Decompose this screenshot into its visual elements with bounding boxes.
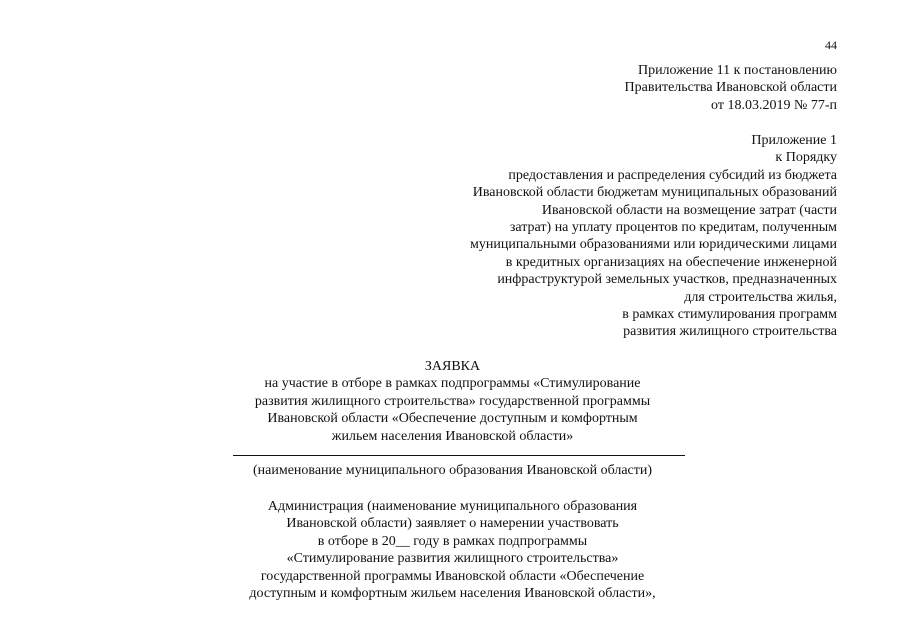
- appendix-1-line: в рамках стимулирования программ: [622, 307, 837, 323]
- appendix-1-line: Ивановской области на возмещение затрат (части: [541, 202, 837, 218]
- appendix-1-line: в кредитных организациях на обеспечение инженерной: [505, 254, 837, 270]
- application-subtitle-line: Ивановской области «Обеспечение доступным и комфортным: [267, 411, 638, 427]
- appendix-1-line: развития жилищного строительства: [623, 324, 837, 340]
- appendix-11-line: от 18.03.2019 № 77-п: [711, 97, 837, 113]
- appendix-11-line: Приложение 11 к постановлению: [637, 63, 837, 78]
- municipality-name-line: [233, 455, 685, 456]
- appendix-1-line: для строительства жилья,: [684, 289, 837, 305]
- appendix-11-line: Правительства Ивановской области: [624, 80, 837, 96]
- appendix-1-line: муниципальными образованиями или юридическими лицами: [469, 237, 837, 253]
- application-subtitle-line: на участие в отборе в рамках подпрограммы «Стимулирование: [264, 376, 641, 392]
- appendix-1-line: Ивановской области бюджетам муниципальных образований: [472, 185, 837, 201]
- application-body: [0, 498, 905, 602]
- body-line: в отборе в 20__ году в рамках подпрограммы: [317, 533, 588, 549]
- appendix-1-line: Приложение 1: [751, 133, 837, 148]
- application-subtitle-line: жильем населения Ивановской области»: [331, 428, 574, 444]
- body-line: «Стимулирование развития жилищного строительства»: [286, 551, 619, 567]
- page-number: 44: [825, 38, 837, 52]
- appendix-1-line: к Порядку: [775, 150, 837, 166]
- body-line: Ивановской области) заявляет о намерении участвовать: [286, 516, 619, 532]
- appendix-11-header: [625, 62, 837, 114]
- appendix-1-header: [470, 132, 837, 341]
- application-title-block: [0, 358, 905, 445]
- application-subtitle-line: развития жилищного строительства» государственной программы: [254, 393, 651, 409]
- appendix-1-line: предоставления и распределения субсидий из бюджета: [508, 167, 837, 183]
- body-line: государственной программы Ивановской области «Обеспечение: [260, 568, 645, 584]
- body-line: доступным и комфортным жильем населения Ивановской области»,: [249, 586, 656, 602]
- appendix-1-line: затрат) на уплату процентов по кредитам, полученным: [509, 220, 837, 236]
- application-title: ЗАЯВКА: [424, 359, 481, 374]
- name-caption-text: (наименование муниципального образования Ивановской области): [252, 463, 653, 478]
- body-line: Администрация (наименование муниципального образования: [267, 499, 638, 514]
- municipality-name-caption: [0, 462, 905, 479]
- appendix-1-line: инфраструктурой земельных участков, предназначенных: [497, 272, 837, 288]
